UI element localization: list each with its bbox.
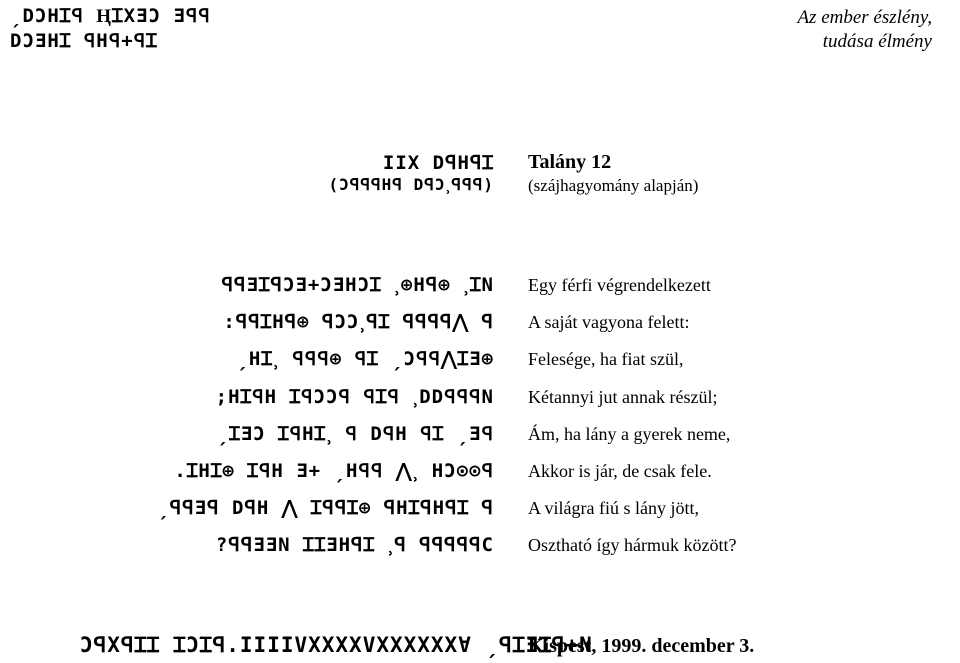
motto-runic-line: ˏDƆHꞮꟼ ⱧꞮXƎƆ Ǝꟼꟼ xyxy=(10,5,211,27)
poem-latin-line: Egy férfi végrendelkezett xyxy=(528,275,711,295)
motto-latin-line: tudása élmény xyxy=(822,31,932,52)
poem-runic-line: ˏꞮƎƆ ꞮꟼHꞮ⸒ ꟼ DꟼH ꟼꞮ ˏƎꟼ xyxy=(216,422,494,445)
title-latin xyxy=(528,150,698,198)
poem-runic-line: ˏHꞮ⸒ ꟼꟼꟼ⊕ ꟼꞮ ˏƆꟼꟼ⋀ꞮƎ⊕ xyxy=(236,348,494,371)
poem-runic-line: ꟼꟼƎꞮꟼƆƎ+ƆƎHƆꞮ ⸒⊕Hꟼ⊕ ⸒ꞮN xyxy=(221,274,494,296)
poem-runic-line: :ꟼꟼꞮHꟼ⊕ ꟼƆƆ⸒ꟼꞮ ꟼꟼꟼꟼ⋀ ꟼ xyxy=(223,311,494,334)
title-runic xyxy=(328,152,494,196)
motto-runic xyxy=(10,4,211,54)
motto-runic-line: DƆƎHꞮ ꟼHꟼ+ꟼꞮ xyxy=(10,30,158,52)
poem-runic-line: ;HꞮꟼH ꞮꟼƆƆꟼ ꟼꞮꟼ ⸒DDꟼꟼꟼN xyxy=(215,385,494,408)
footer-latin: Kispest, 1999. december 3. xyxy=(528,635,755,657)
poem-latin-line: Felesége, ha fiat szül, xyxy=(528,349,684,370)
poem-latin-line: Osztható így hármuk között? xyxy=(528,535,737,556)
poem-runic-line: ˏꟼꟼƎꟼ DꟼH ⋀ ꞮꟼꟼꞮ⊕ ꟼHꞮꟼHꟼꞮ ꟼ xyxy=(157,497,494,520)
title-latin-sub: (szájhagyomány alapján) xyxy=(528,176,699,195)
footer-runic: ƆꟼXꟼꞮꞮ ꞮƆꞮꟼ.IIIIVXXXXVXXXXXXⱯ ˏꟼꞮƎꞮꟼ+N xyxy=(80,633,593,657)
poem-latin-line: Kétannyi jut annak részül; xyxy=(528,386,718,407)
poem-latin xyxy=(528,272,736,570)
motto-latin xyxy=(797,6,932,54)
motto-latin-line: Az ember észlény, xyxy=(797,7,932,28)
title-latin-main: Talány 12 xyxy=(528,151,612,173)
poem-runic-line: .ꞮHꞮ⊕ ꞮꟼH Ǝ+ ˏHꟼꟼ ⋀⸒ HƆ⊙⊙ꟼ xyxy=(174,459,494,482)
poem-runic xyxy=(157,272,494,570)
poem-latin-line: A saját vagyona felett: xyxy=(528,312,690,333)
title-runic-sub: (ƆꟼꟼꟼHꟼ DꟼƆ⸒ꟼꟼꟼ) xyxy=(328,175,494,194)
poem-latin-line: Akkor is jár, de csak fele. xyxy=(528,460,712,481)
poem-runic-line: ?ꟼꟼƎƎN ꞮꞮƎHꟼꞮ ⸒ꟼ ꟼꟼꟼꟼꟼC xyxy=(215,534,494,557)
poem-latin-line: Ám, ha lány a gyerek neme, xyxy=(528,423,731,444)
title-runic-main: IIX DꟼHꟼꞮ xyxy=(382,152,494,174)
poem-latin-line: A világra fiú s lány jött, xyxy=(528,498,699,519)
